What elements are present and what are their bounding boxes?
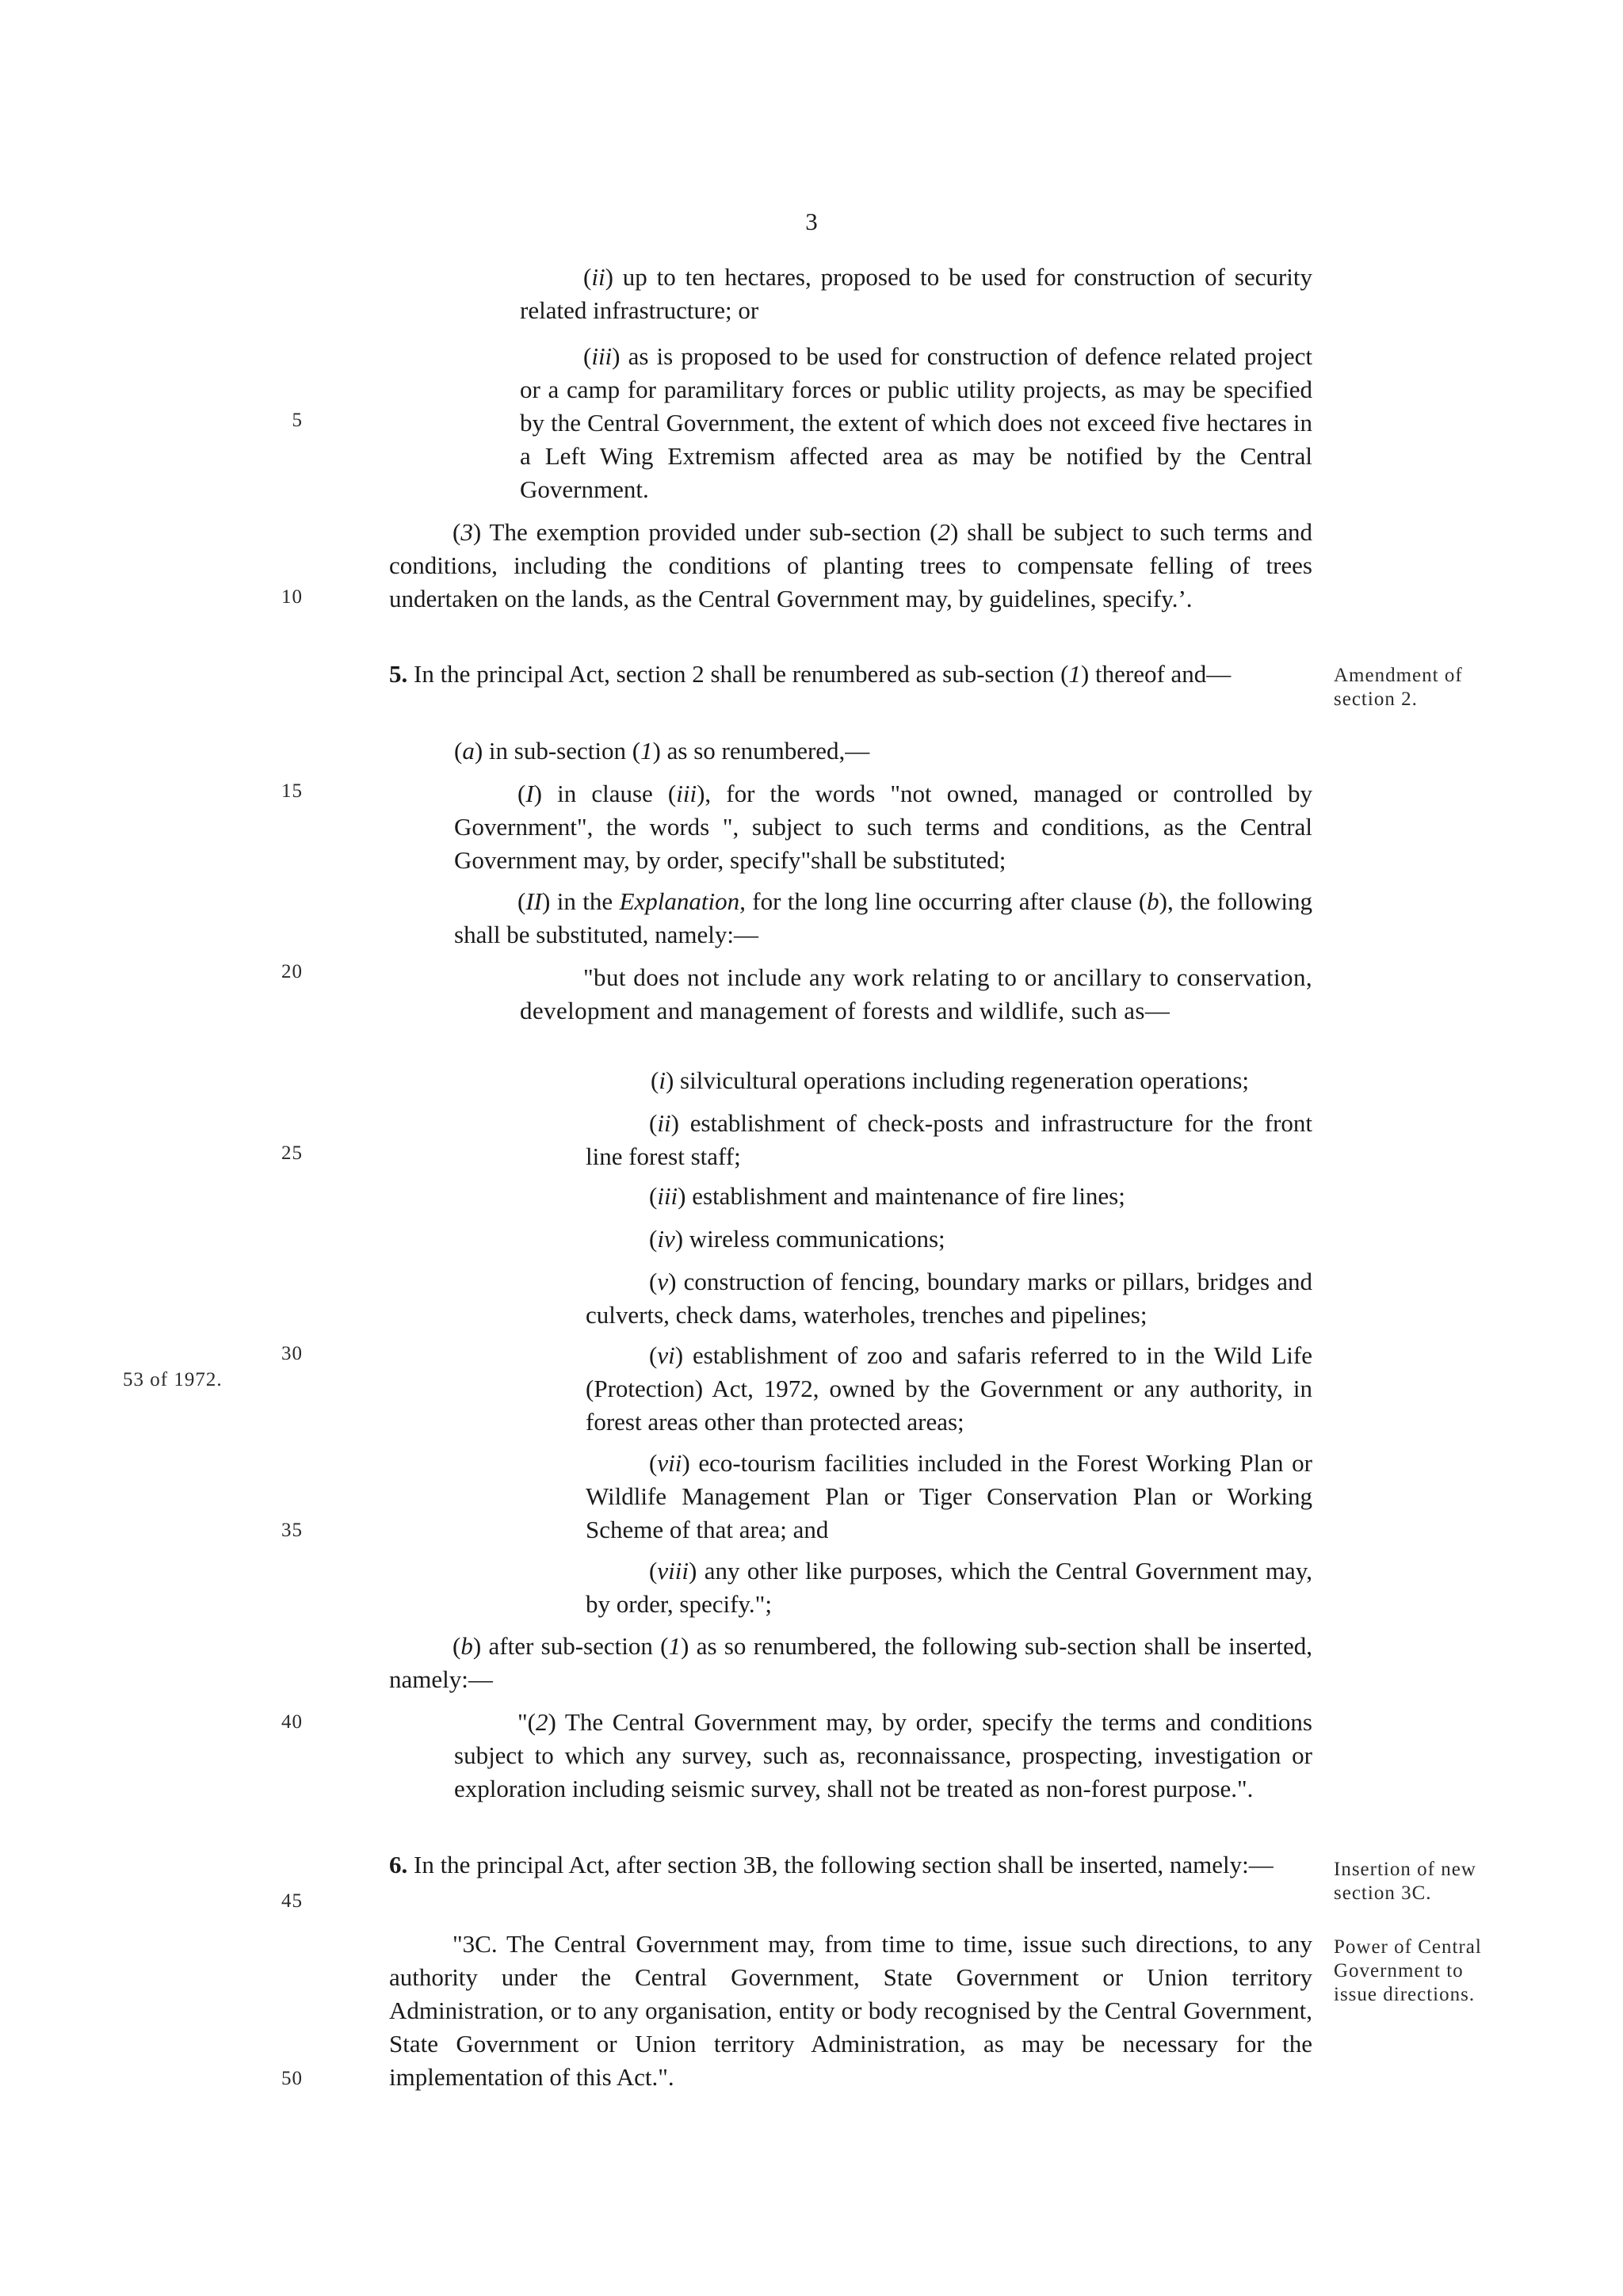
line-number: 45 [281,1890,303,1912]
clause-b-insert: (b) after sub-section (1) as so renumbered, the following sub-section shall be inserted, namely:— [389,1632,1312,1693]
quoted-exclusion: "but does not include any work relating to or ancillary to conservation, development and management of forests and wildlife, such as— [520,963,1312,1024]
list-item-iii: (iii) establishment and maintenance of fire lines; [649,1182,1125,1210]
line-number: 40 [281,1711,303,1733]
item-I-clause-iii: (I) in clause (iii), for the words "not owned, managed or controlled by Government", the words ", subject to such terms and conditions, as the Central Government may, by order, specify"shall be substituted; [454,780,1312,874]
clause-a-renumbered: (a) in sub-section (1) as so renumbered,— [454,737,870,765]
section-5-amendment: 5. In the principal Act, section 2 shall be renumbered as sub-section (1) thereof and— [389,660,1232,688]
list-item-iv: (iv) wireless communications; [649,1225,945,1253]
line-number: 5 [292,410,303,431]
line-number: 10 [281,586,303,608]
subsection-3-exemption: (3) The exemption provided under sub-section (2) shall be subject to such terms and conditions, including the conditions of planting trees to compensate felling of trees undertaken on the lands, as the Central Government may, by guidelines, specify.’. [389,518,1312,612]
quoted-section-3c: "3C. The Central Government may, from time to time, issue such directions, to any authority under the Central Government, State Government or Union territory Administration, or to any organisation, entity or body recognised by the Central Government, State Government or Union territory Administration, as may be necessary for the implementation of this Act.". [389,1930,1312,2091]
list-item-vii: (vii) eco-tourism facilities included in the Forest Working Plan or Wildlife Management Plan or Tiger Conservation Plan or Working Scheme of that area; and [586,1449,1312,1543]
list-item-vi: (vi) establishment of zoo and safaris referred to in the Wild Life (Protection) Act, 1972, owned by the Government or any authority, in forest areas other than protected areas; [586,1341,1312,1436]
margin-note-amendment: Amendment of section 2. [1334,665,1463,710]
list-item-i: (i) silvicultural operations including regeneration operations; [651,1066,1249,1094]
section-6-insertion: 6. In the principal Act, after section 3B, the following section shall be inserted, namely:— [389,1851,1274,1878]
line-number: 25 [281,1142,303,1164]
list-item-viii: (viii) any other like purposes, which the Central Government may, by order, specify."; [586,1557,1312,1618]
clause-iii-defence: (iii) as is proposed to be used for construction of defence related project or a camp for paramilitary forces or public utility projects, as may be specified by the Central Government, the extent of which does not exceed five hectares in a Left Wing Extremism affected area as may be notified by the Central Government. [520,342,1312,503]
margin-note-power: Power of Central Government to issue directions. [1334,1936,1482,2005]
quoted-subsection-2: "(2) The Central Government may, by order, specify the terms and conditions subject to which any survey, such as, reconnaissance, prospecting, investigation or exploration including seismic survey, shall not be treated as non-forest purpose.". [454,1708,1312,1802]
page-number: 3 [805,208,818,235]
act-reference-note: 53 of 1972. [123,1369,223,1390]
margin-note-insertion: Insertion of new section 3C. [1334,1859,1476,1904]
list-item-ii: (ii) establishment of check-posts and infrastructure for the front line forest staff; [586,1109,1312,1170]
line-number: 20 [281,961,303,982]
line-number: 50 [281,2068,303,2089]
item-II-explanation: (II) in the Explanation, for the long line occurring after clause (b), the following shall be substituted, namely:— [454,887,1313,948]
line-number: 35 [281,1520,303,1541]
line-number: 15 [281,780,303,802]
list-item-v: (v) construction of fencing, boundary marks or pillars, bridges and culverts, check dams, waterholes, trenches and pipelines; [586,1268,1312,1329]
clause-ii-security: (ii) up to ten hectares, proposed to be used for construction of security related infrastructure; or [520,263,1312,324]
line-number: 30 [281,1343,303,1364]
